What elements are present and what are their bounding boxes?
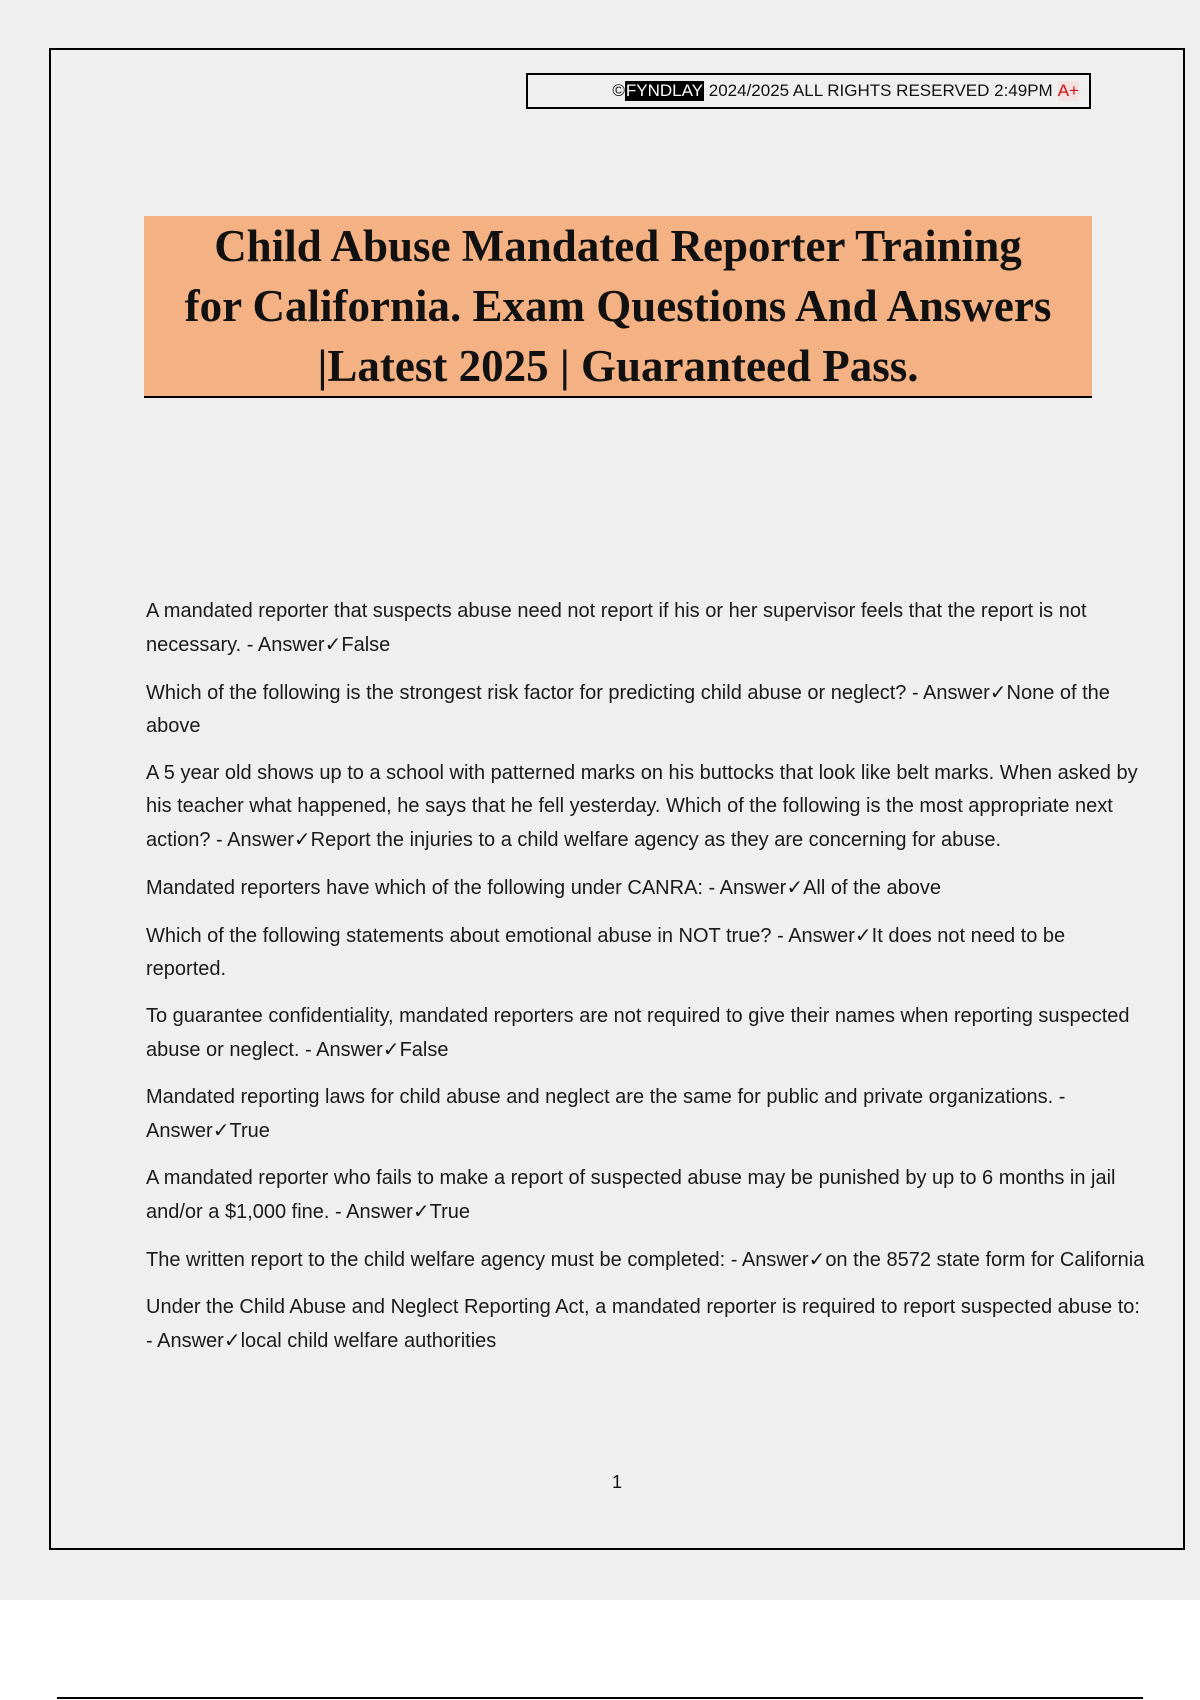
check-icon: ✓ — [808, 1247, 826, 1271]
qa-item — [146, 1291, 1146, 1358]
page-number: 1 — [611, 1472, 622, 1492]
qa-item — [146, 757, 1146, 857]
qa-answer: True — [229, 1120, 270, 1142]
qa-answer: False — [399, 1039, 449, 1061]
title-line-3: |Latest 2025 | Guaranteed Pass. — [317, 341, 919, 391]
check-icon: ✓ — [293, 827, 311, 851]
check-icon: ✓ — [786, 875, 804, 899]
check-icon: ✓ — [854, 923, 872, 947]
qa-answer: local child welfare authorities — [240, 1330, 497, 1352]
brand-name: FYNDLAY — [625, 81, 704, 100]
copyright-header — [526, 73, 1091, 109]
qa-item — [146, 871, 1146, 905]
qa-item — [146, 1081, 1146, 1148]
document-page — [49, 48, 1185, 1550]
check-icon: ✓ — [223, 1328, 241, 1352]
qa-item — [146, 1243, 1146, 1277]
qa-answer: Report the injuries to a child welfare agency as they are concerning for abuse. — [310, 829, 1002, 851]
check-icon: ✓ — [382, 1037, 400, 1061]
qa-question: Mandated reporting laws for child abuse and neglect are the same for public and private organizations. - Answer — [146, 1086, 1066, 1142]
qa-answer: It does not need to be reported. — [146, 925, 1066, 980]
check-icon: ✓ — [989, 680, 1007, 704]
copyright-symbol: © — [612, 81, 625, 100]
qa-item — [146, 595, 1146, 662]
title-line-2: for California. Exam Questions And Answers — [184, 281, 1052, 331]
qa-question: Mandated reporters have which of the following under CANRA: - Answer — [146, 877, 787, 899]
check-icon: ✓ — [324, 632, 342, 656]
qa-question: A 5 year old shows up to a school with patterned marks on his buttocks that look like belt marks. When asked by his teacher what happened, he says that he fell yesterday. Which of the following is the most appropriate next action? - Answer — [146, 762, 1138, 851]
qa-answer: on the 8572 state form for California — [825, 1249, 1145, 1271]
qa-answer: False — [341, 634, 391, 656]
check-icon: ✓ — [412, 1199, 430, 1223]
qa-answer: All of the above — [803, 877, 941, 899]
qa-question: Which of the following statements about emotional abuse in NOT true? - Answer — [146, 925, 855, 947]
qa-question: A mandated reporter who fails to make a report of suspected abuse may be punished by up to 6 months in jail and/or a $1,000 fine. - Answer — [146, 1167, 1116, 1223]
qa-list — [146, 595, 1146, 1372]
qa-item — [146, 676, 1146, 743]
document-title — [185, 216, 1052, 396]
qa-question: The written report to the child welfare agency must be completed: - Answer — [146, 1249, 809, 1271]
qa-answer: None of the above — [146, 682, 1110, 737]
qa-item — [146, 919, 1146, 986]
qa-item — [146, 1162, 1146, 1229]
qa-question: A mandated reporter that suspects abuse need not report if his or her supervisor feels that the report is not necessary. - Answer — [146, 600, 1087, 656]
rights-text: 2024/2025 ALL RIGHTS RESERVED 2:49PM — [708, 81, 1053, 100]
qa-question: Which of the following is the strongest risk factor for predicting child abuse or neglect? - Answer — [146, 682, 990, 704]
qa-question: To guarantee confidentiality, mandated reporters are not required to give their names when reporting suspected abuse or neglect. - Answer — [146, 1005, 1130, 1061]
qa-answer: True — [429, 1201, 470, 1223]
qa-question: Under the Child Abuse and Neglect Reporting Act, a mandated reporter is required to report suspected abuse to: - Answer — [146, 1296, 1140, 1352]
check-icon: ✓ — [212, 1118, 230, 1142]
footer-divider — [57, 1697, 1143, 1699]
grade-badge: A+ — [1057, 81, 1079, 100]
title-line-1: Child Abuse Mandated Reporter Training — [214, 221, 1022, 271]
document-title-block — [144, 216, 1092, 398]
qa-item — [146, 1000, 1146, 1067]
